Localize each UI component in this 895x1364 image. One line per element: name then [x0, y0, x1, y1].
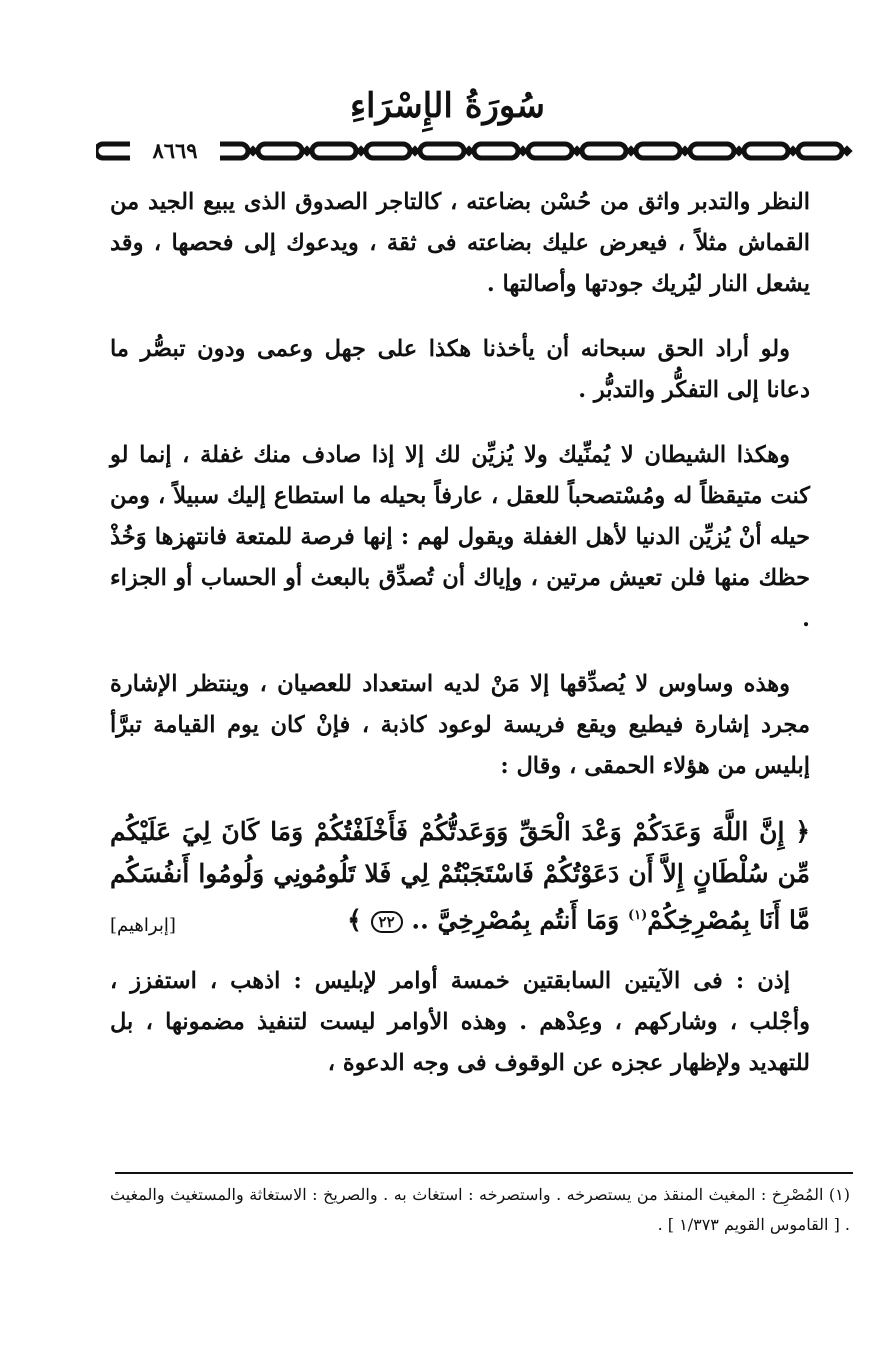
page-number: ٨٦٦٩	[130, 138, 220, 164]
verse-reference: [إبراهيم]	[110, 915, 176, 937]
main-text	[110, 182, 810, 1108]
chain-link	[474, 144, 518, 158]
chain-link	[744, 144, 788, 158]
quran-verse	[110, 811, 810, 947]
footnote: (١) المُصْرِخ : المغيث المنقذ من يستصرخه . واستصرخه : استغاث به . والصريخ : الاستغاثة والمستغيث والمغيث . [ القاموس القويم ١/٣٧٣ ] .	[110, 1185, 850, 1234]
chain-link	[312, 144, 356, 158]
footnote-divider	[115, 1172, 853, 1174]
paragraph: ولو أراد الحق سبحانه أن يأخذنا هكذا على جهل وعمى ودون تبصُّر ما دعانا إلى التفكُّر والتدبُّر .	[110, 336, 810, 403]
paragraph: النظر والتدبر واثق من حُسْن بضاعته ، كالتاجر الصدوق الذى يبيع الجيد من القماش مثلاً ، فيعرض عليك بضاعته فى ثقة ، ويدعوك إلى فحصها ، وقد يشعل النار ليُريك جودتها وأصالتها .	[110, 189, 810, 297]
paragraph: وهذه وساوس لا يُصدِّقها إلا مَنْ لديه استعداد للعصيان ، وينتظر الإشارة مجرد إشارة فيطيع ويقع فريسة لوعود كاذبة ، فإنْ كان يوم القيامة تبرَّأ إبليس من هؤلاء الحمقى ، وقال :	[110, 671, 810, 779]
verse-open-bracket: ﴿	[795, 817, 810, 846]
paragraph: وهكذا الشيطان لا يُمنِّيك ولا يُزيِّن لك إلا إذا صادف منك غفلة ، إنما لو كنت متيقظاً له ومُسْتصحباً للعقل ، عارفاً بحيله ما استطاع إليك سبيلاً ، ومن حيله أنْ يُزيِّن الدنيا لأهل الغفلة ويقول لهم : إنها فرصة للمتعة فانتهزها وَخُذْ حظك منها فلن تعيش مرتين ، وإياك أن تُصدِّق بالبعث أو الحساب أو الجزاء .	[110, 442, 810, 632]
surah-title: سُورَةُ الإِسْرَاءِ	[350, 86, 545, 126]
chain-link	[366, 144, 410, 158]
ayah-number: ٢٢	[371, 911, 403, 933]
footnote-marker: (١)	[627, 908, 648, 923]
verse-text: إِنَّ اللَّهَ وَعَدَكُمْ وَعْدَ الْحَقِّ وَوَعَدتُّكُمْ فَأَخْلَفْتُكُمْ وَمَا كَانَ لِيَ عَلَيْكُم مِّن سُلْطَانٍ إِلاَّ أَن دَعَوْتُكُمْ فَاسْتَجَبْتُمْ لِي فَلا تَلُومُونِي وَلُومُوا أَنفُسَكُم مَّا أَنَا بِمُصْرِخِكُمْ	[110, 817, 810, 935]
chain-link	[582, 144, 626, 158]
chain-link	[636, 144, 680, 158]
verse-close-bracket: ﴾	[347, 905, 362, 935]
chain-link	[258, 144, 302, 158]
chain-link	[798, 144, 842, 158]
verse-text-continued: وَمَا أَنتُم بِمُصْرِخِيَّ ..	[411, 905, 620, 935]
paragraph: إذن : فى الآيتين السابقتين خمسة أوامر لإبليس : اذهب ، استفزز ، وأجْلب ، وشاركهم ، وعِدْهم . وهذه الأوامر ليست لتنفيذ مضمونها ، بل للتهديد ولإظهار عجزه عن الوقوف فى وجه الدعوة ،	[110, 968, 810, 1077]
chain-link	[420, 144, 464, 158]
chain-link	[528, 144, 572, 158]
chain-link	[690, 144, 734, 158]
